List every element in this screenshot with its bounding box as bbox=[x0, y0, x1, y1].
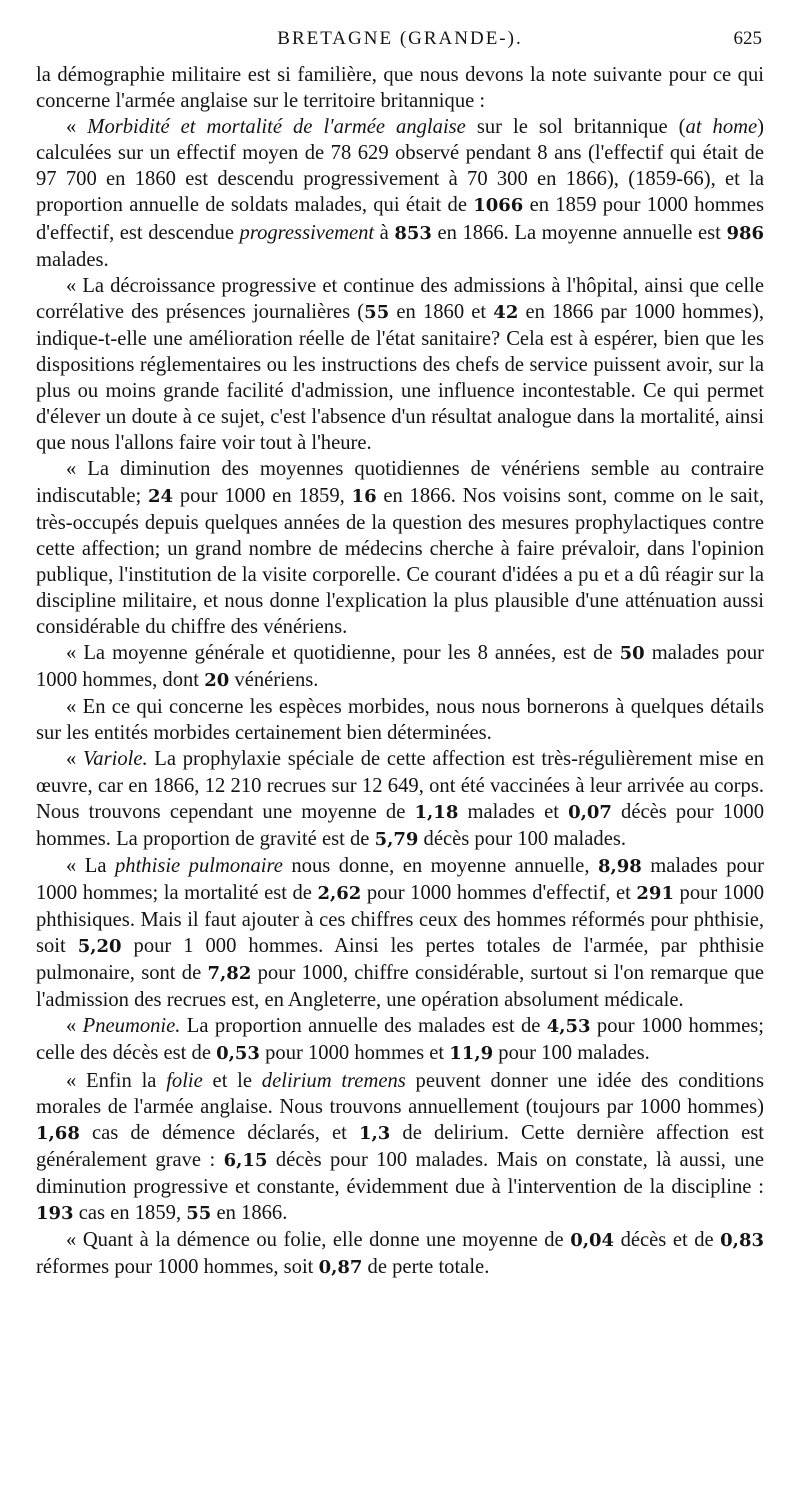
text-run: en 1866 par 1000 hommes), indique-t-elle une amélioration réelle de l'état sanitaire? Cela est à espérer, bien que les dispositions réglementaires ou les instructions des chefs de service puissent avoir, sur la plus ou moins grande facilité d'admission, une influence incontestable. Ce qui permet d'élever un doute à ce sujet, c'est l'absence d'un résultat analogue dans la mortalité, ainsi que nous l'allons faire voir tout à l'heure. bbox=[36, 300, 764, 455]
text-run: ) calculées sur un effectif moyen de 78 629 observé pendant 8 ans (l'effectif qui était de 97 700 en 1860 est descendu progressivement à 70 300 en 1866), (1859-66), et la proportion annuelle de soldats malades, qui était de bbox=[36, 116, 764, 217]
text-run: « La décroissance progressive et continue des admissions à l'hôpital, ainsi que celle corrélative des présences journalières ( bbox=[36, 274, 764, 323]
text-run: malades. bbox=[36, 248, 109, 271]
text-run: nous donne, en moyenne annuelle, bbox=[282, 854, 598, 877]
text-run: cas de démence déclarés, et bbox=[79, 1121, 359, 1144]
bold-figure: 4,53 bbox=[546, 1016, 591, 1038]
text-run: malades pour 1000 hommes; la mortalité est de bbox=[36, 854, 764, 904]
text-run: La prophylaxie spéciale de cette affection est très-régulièrement mise en œuvre, car en 1866, 12 210 recrues sur 12 649, ont été vaccinées à leur arrivée au corps. Nous trouvons cependant une moyenne de bbox=[36, 748, 765, 823]
bold-figure: 6,15 bbox=[223, 1149, 268, 1171]
text-run: et le bbox=[202, 1069, 262, 1092]
text-run: vénériens. bbox=[229, 669, 319, 692]
bold-figure: 8,98 bbox=[597, 855, 642, 877]
text-run: la démographie militaire est si familière, que nous devons la note suivante pour ce qui concerne l'armée anglaise sur le territoire britannique : bbox=[36, 64, 764, 113]
text-run: pour 100 malades. bbox=[493, 1042, 650, 1065]
text-run: « bbox=[66, 1015, 83, 1038]
bold-figure: 0,83 bbox=[720, 1230, 764, 1252]
text-run: décès pour 100 malades. Mais on constate, là aussi, une diminution progressive et constante, évidemment due à l'intervention de la discipline : bbox=[36, 1148, 765, 1198]
paragraph bbox=[36, 114, 764, 273]
text-run: pour 1000 en 1859, bbox=[173, 484, 352, 507]
text-run: « bbox=[66, 116, 88, 139]
paragraph bbox=[36, 456, 764, 640]
text-run: « En ce qui concerne les espèces morbides, nous nous bornerons à quelques détails sur les entités morbides certainement bien déterminées. bbox=[36, 696, 764, 745]
bold-figure: 5,79 bbox=[374, 828, 419, 850]
paragraph bbox=[36, 640, 764, 694]
paragraph bbox=[36, 853, 764, 1014]
bold-figure: 1,3 bbox=[358, 1122, 391, 1144]
bold-figure: 1,18 bbox=[414, 801, 459, 823]
paragraph bbox=[36, 273, 764, 457]
paragraph bbox=[36, 746, 764, 852]
text-run: peuvent donner une idée des conditions morales de l'armée anglaise. Nous trouvons annuellement (toujours par 1000 hommes) bbox=[36, 1069, 764, 1118]
text-run: cas en 1859, bbox=[73, 1202, 187, 1225]
italic-run: folie bbox=[166, 1069, 203, 1092]
italic-run: Pneumonie. bbox=[82, 1015, 181, 1038]
text-run: « Quant à la démence ou folie, elle donne une moyenne de bbox=[66, 1229, 571, 1252]
bold-figure: 0,53 bbox=[216, 1043, 260, 1065]
running-title: BRETAGNE (GRANDE-). bbox=[277, 28, 523, 49]
italic-run: Morbidité et mortalité de l'armée anglaise bbox=[87, 116, 466, 139]
bold-figure: 7,82 bbox=[207, 963, 252, 985]
bold-figure: 16 bbox=[351, 485, 377, 507]
bold-figure: 2,62 bbox=[317, 882, 362, 904]
text-run: pour 1000 hommes d'effectif, et bbox=[361, 881, 637, 904]
bold-figure: 24 bbox=[148, 485, 174, 507]
text-run: pour 1000, chiffre considérable, surtout si l'on remarque que l'admission des recrues est, en Angleterre, une opération absolument médicale. bbox=[36, 962, 764, 1012]
paragraph bbox=[36, 694, 764, 746]
body-text bbox=[36, 62, 764, 1281]
text-run: pour 1000 hommes et bbox=[259, 1042, 450, 1065]
bold-figure: 0,04 bbox=[570, 1230, 615, 1252]
paragraph bbox=[36, 1013, 764, 1067]
text-run: en 1866. bbox=[211, 1202, 288, 1225]
paragraph bbox=[36, 62, 764, 114]
text-run: La proportion annuelle des malades est de bbox=[180, 1015, 547, 1038]
bold-figure: 193 bbox=[36, 1203, 74, 1225]
text-run: de delirium. Cette dernière affection est généralement grave : bbox=[36, 1121, 764, 1171]
bold-figure: 55 bbox=[364, 301, 390, 323]
italic-run: phthisie pulmonaire bbox=[114, 854, 283, 877]
text-run: sur le sol britannique ( bbox=[465, 116, 686, 139]
paragraph bbox=[36, 1227, 764, 1281]
text-run: malades pour 1000 hommes, dont bbox=[36, 642, 764, 692]
bold-figure: 1066 bbox=[473, 195, 524, 217]
italic-run: delirium tremens bbox=[261, 1069, 406, 1092]
bold-figure: 55 bbox=[186, 1203, 212, 1225]
italic-run: Variole. bbox=[82, 748, 148, 771]
paragraph bbox=[36, 1068, 764, 1228]
text-run: pour 1 000 hommes. Ainsi les pertes totales de l'armée, par phthisie pulmonaire, sont de bbox=[36, 935, 764, 985]
bold-figure: 50 bbox=[619, 643, 645, 665]
text-run: à bbox=[374, 221, 395, 244]
text-run: réformes pour 1000 hommes, soit bbox=[36, 1256, 319, 1279]
text-run: décès et de bbox=[614, 1229, 721, 1252]
text-run: « La moyenne générale et quotidienne, pour les 8 années, est de bbox=[66, 642, 620, 665]
text-run: pour 1000 hommes; celle des décès est de bbox=[36, 1015, 765, 1065]
text-run: en 1866. La moyenne annuelle est bbox=[431, 221, 727, 244]
text-run: décès pour 100 malades. bbox=[418, 827, 626, 850]
text-run: en 1866. Nos voisins sont, comme on le sait, très-occupés depuis quelques années de la question des mesures prophylactiques contre cette affection; un grand nombre de médecins cherche à faire prévaloir, dans l'opinion publique, l'institution de la visite corporelle. Ce courant d'idées a pu et a dû réagir sur la discipline militaire, et nous donne l'explication la plus plausible d'une atténuation aussi considérable du chiffre des vénériens. bbox=[36, 484, 765, 638]
text-run: en 1859 pour 1000 hommes d'effectif, est descendue bbox=[36, 194, 764, 244]
page-number: 625 bbox=[733, 28, 762, 49]
italic-run: progressivement bbox=[239, 221, 375, 244]
bold-figure: 986 bbox=[726, 222, 765, 244]
text-run: « La bbox=[66, 854, 115, 877]
bold-figure: 42 bbox=[493, 301, 519, 323]
bold-figure: 291 bbox=[636, 882, 674, 904]
text-run: de perte totale. bbox=[362, 1256, 490, 1279]
text-run: pour 1000 phthisiques. Mais il faut ajouter à ces chiffres ceux des hommes réformés pour phthisie, soit bbox=[36, 881, 765, 958]
bold-figure: 1,68 bbox=[36, 1122, 80, 1144]
bold-figure: 11,9 bbox=[449, 1043, 494, 1065]
bold-figure: 0,07 bbox=[568, 801, 612, 823]
bold-figure: 5,20 bbox=[77, 936, 122, 958]
italic-run: at home bbox=[685, 116, 758, 139]
text-run: « bbox=[66, 748, 83, 771]
text-run: « La diminution des moyennes quotidiennes de vénériens semble au contraire indiscutable; bbox=[36, 458, 764, 507]
text-run: malades et bbox=[458, 800, 569, 823]
text-run: « Enfin la bbox=[66, 1069, 167, 1092]
text-run: décès pour 1000 hommes. La proportion de gravité est de bbox=[36, 800, 764, 850]
bold-figure: 20 bbox=[204, 670, 230, 692]
bold-figure: 853 bbox=[394, 222, 432, 244]
page-header bbox=[36, 26, 764, 56]
bold-figure: 0,87 bbox=[318, 1257, 363, 1279]
text-run: en 1860 et bbox=[389, 300, 494, 323]
